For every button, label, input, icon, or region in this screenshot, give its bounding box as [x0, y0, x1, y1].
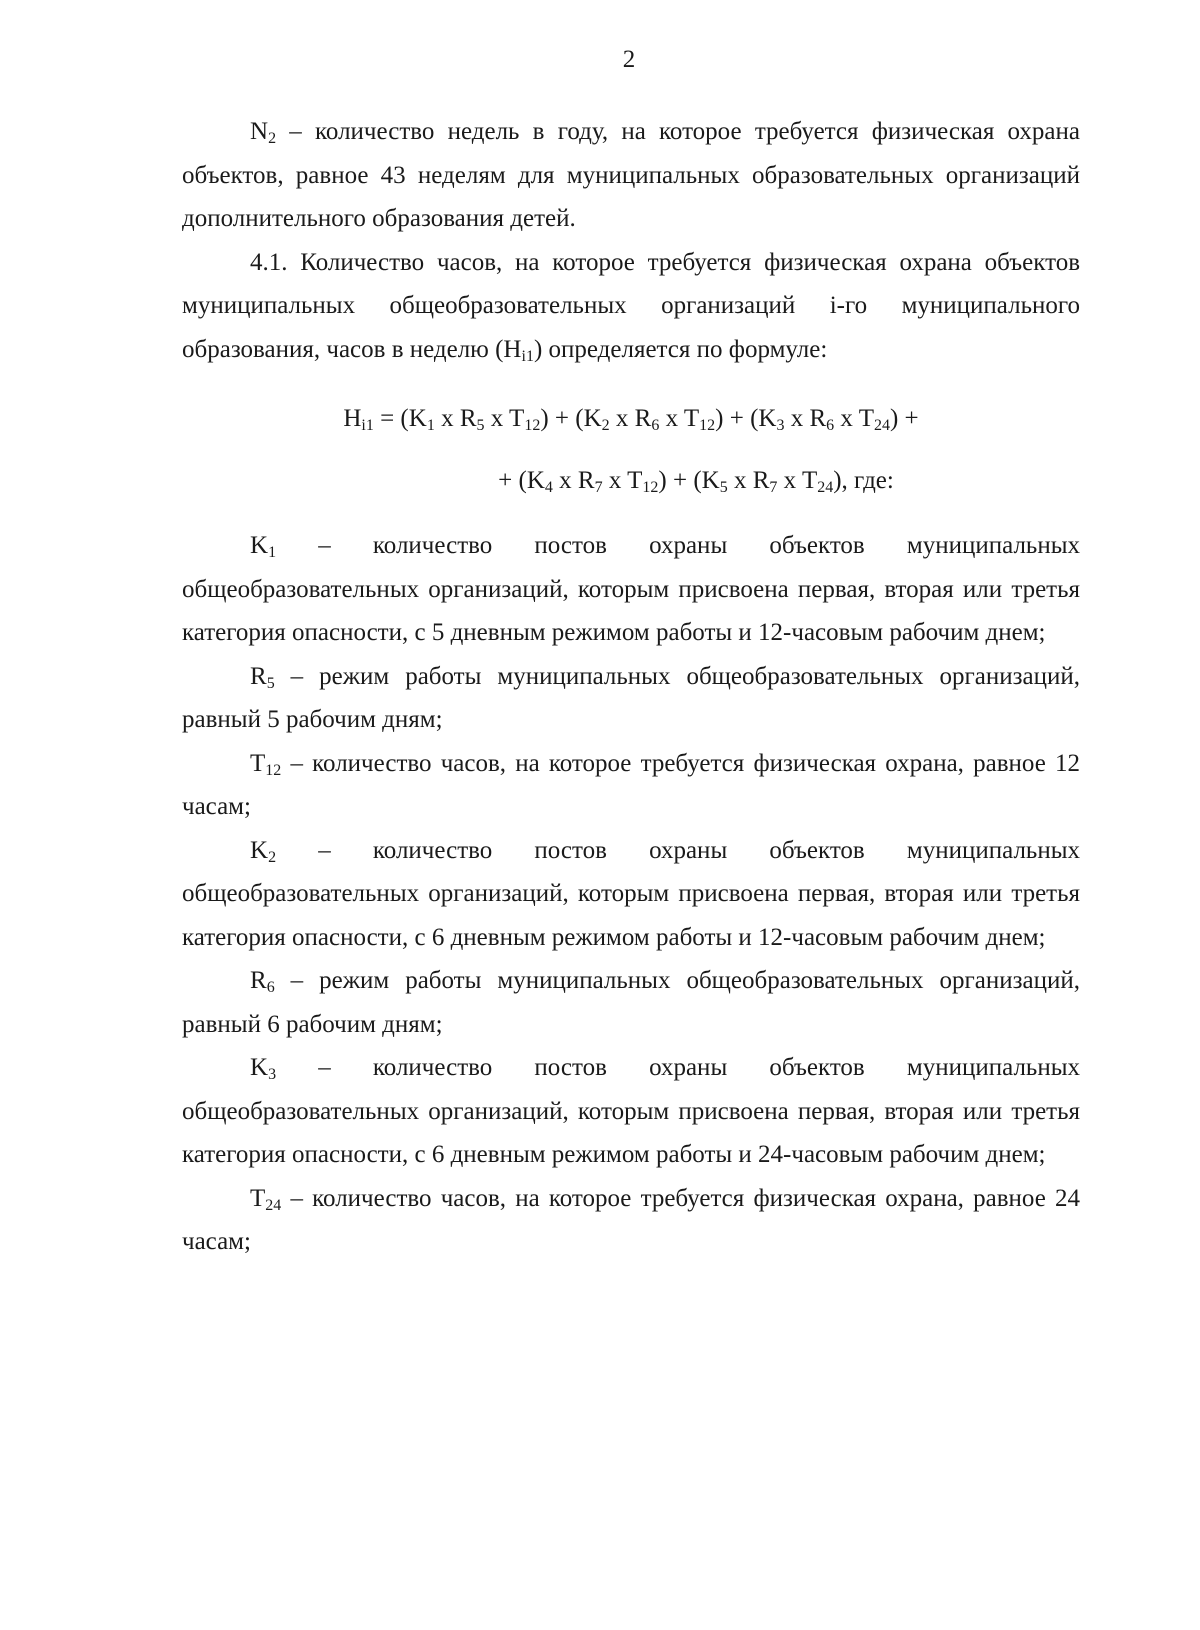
subscript: 24 [817, 478, 834, 496]
subscript: i1 [521, 347, 534, 365]
definition-text: – количество часов, на которое требуется физическая охрана, равное 24 часам; [182, 1184, 1080, 1255]
formula-term: x R [434, 405, 477, 432]
formula-line-2 [182, 459, 1080, 503]
paragraph-text: – количество недель в году, на которое требуется физическая охрана объектов, равное 43 неделям для муниципальных образовательных организаций дополнительного образования детей. [182, 118, 1080, 232]
document-body [182, 110, 1080, 1264]
subscript: 12 [524, 417, 541, 434]
formula-term: x R [552, 466, 595, 494]
subscript: 6 [266, 979, 275, 996]
formula-term: x T [484, 405, 525, 432]
symbol: K [250, 1054, 269, 1081]
definition-text: – количество часов, на которое требуется физическая охрана, равное 12 часам; [182, 749, 1080, 820]
formula-term: H [343, 405, 362, 432]
formula-term: x T [602, 466, 643, 494]
subscript: 6 [651, 417, 660, 434]
formula-term: x R [727, 466, 770, 494]
formula-term: ), где: [833, 466, 894, 494]
paragraph-n2 [182, 110, 1080, 241]
formula-line-1 [182, 397, 1080, 441]
subscript: 2 [268, 848, 277, 866]
subscript: 1 [268, 544, 277, 561]
definition-k2 [182, 829, 1080, 960]
paragraph-text: 4.1. Количество часов, на которое требуется физическая охрана объектов муниципальных общеобразовательных организаций i-го муниципального образования, часов в неделю (H [182, 248, 1080, 363]
definition-text: – количество постов охраны объектов муниципальных общеобразовательных организаций, которым присвоена первая, вторая или третья категория опасности, с 6 дневным режимом работы и 24-часовым рабочим днем; [182, 1054, 1080, 1168]
definition-text: – режим работы муниципальных общеобразовательных организаций, равный 5 рабочим дням; [182, 662, 1080, 733]
subscript: 2 [601, 417, 610, 434]
formula-term: ) + (K [715, 405, 777, 432]
symbol: R [250, 662, 267, 690]
formula-term: x R [609, 405, 652, 432]
subscript: 4 [544, 478, 553, 496]
subscript: 5 [476, 417, 485, 434]
subscript: 5 [719, 478, 728, 496]
symbol: K [250, 836, 269, 864]
page-number: 2 [622, 46, 636, 73]
definition-k3 [182, 1046, 1080, 1177]
definition-text: – режим работы муниципальных общеобразовательных организаций, равный 6 рабочим дням; [182, 967, 1080, 1038]
subscript: 12 [265, 761, 282, 779]
subscript: 7 [594, 478, 603, 496]
symbol: K [250, 532, 269, 559]
formula-term: ) + (K [658, 466, 720, 494]
formula-term: = (K [373, 405, 427, 432]
symbol: N [250, 118, 269, 145]
formula-term: x T [777, 466, 818, 494]
subscript: 1 [426, 417, 435, 434]
subscript: 6 [826, 417, 835, 434]
definition-text: – количество постов охраны объектов муниципальных общеобразовательных организаций, которым присвоена первая, вторая или третья категория опасности, с 6 дневным режимом работы и 12-часовым рабочим днем; [182, 836, 1080, 951]
formula-term: x R [784, 405, 827, 432]
symbol: T [250, 749, 266, 777]
symbol: T [250, 1184, 266, 1212]
definition-r5 [182, 655, 1080, 742]
definition-r6 [182, 959, 1080, 1046]
subscript: 12 [642, 478, 659, 496]
formula-term: + (K [498, 466, 545, 494]
paragraph-text: ) определяется по формуле: [533, 335, 828, 363]
subscript: 5 [266, 674, 275, 692]
symbol: R [250, 967, 267, 994]
subscript: i1 [361, 417, 374, 434]
subscript: 7 [769, 478, 778, 496]
definition-text: – количество постов охраны объектов муниципальных общеобразовательных организаций, которым присвоена первая, вторая или третья категория опасности, с 5 дневным режимом работы и 12-часовым рабочим днем; [182, 532, 1080, 646]
subscript: 24 [873, 417, 890, 434]
subscript: 12 [699, 417, 716, 434]
formula-term: x T [834, 405, 874, 432]
definition-t12 [182, 742, 1080, 829]
definition-k1 [182, 524, 1080, 655]
formula-term: ) + (K [540, 405, 602, 432]
formula-term: ) + [889, 405, 919, 432]
subscript: 2 [268, 130, 277, 147]
formula-term: x T [659, 405, 700, 432]
paragraph-4-1 [182, 241, 1080, 372]
subscript: 24 [265, 1196, 282, 1214]
subscript: 3 [268, 1066, 277, 1083]
subscript: 3 [776, 417, 785, 434]
definition-t24 [182, 1177, 1080, 1264]
